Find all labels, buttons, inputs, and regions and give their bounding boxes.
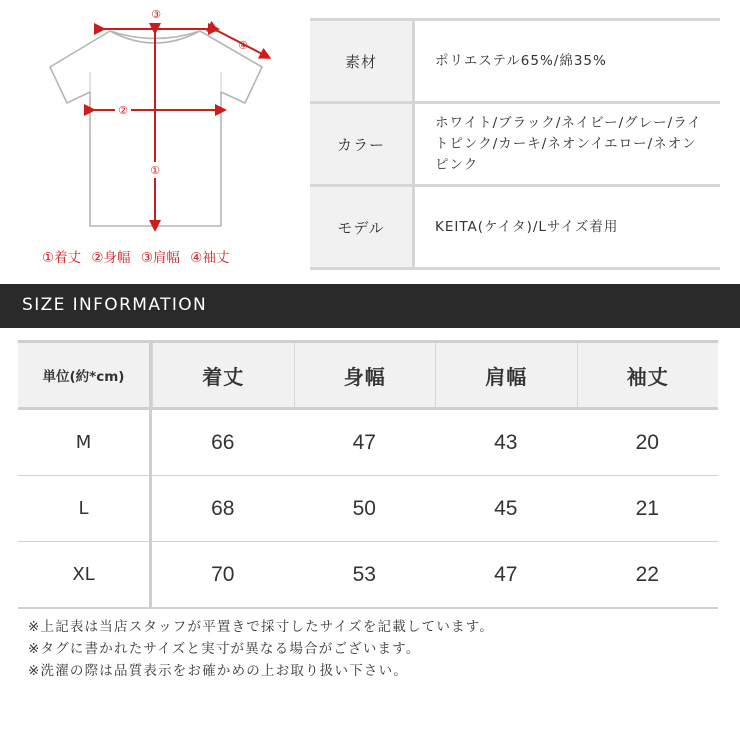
- marker-3: ③: [151, 8, 161, 21]
- info-row-material: [310, 18, 720, 104]
- column-header: 袖丈: [577, 343, 719, 407]
- size-table: [18, 340, 718, 609]
- info-value: KEITA(ケイタ)/Lサイズ着用: [435, 218, 619, 235]
- info-row-color: [310, 104, 720, 187]
- info-value: ポリエステル65%/綿35%: [435, 52, 607, 69]
- column-header: 着丈: [152, 343, 294, 407]
- marker-1: ①: [150, 164, 160, 177]
- section-banner: [0, 284, 740, 328]
- table-cell: 20: [635, 430, 659, 454]
- info-value: ホワイト/ブラック/ネイビー/グレー/ライトピンク/カーキ/ネオンイエロー/ネオンピンク: [435, 114, 702, 173]
- size-table-header: [18, 340, 718, 410]
- product-info-table: [310, 18, 720, 270]
- size-label: M: [18, 410, 152, 475]
- tshirt-diagram: [0, 0, 300, 285]
- table-row: [18, 410, 718, 476]
- table-cell: 50: [352, 496, 376, 520]
- size-notes: [28, 616, 494, 682]
- column-header: 肩幅: [435, 343, 577, 407]
- table-cell: 43: [494, 430, 518, 454]
- column-header: 身幅: [294, 343, 436, 407]
- info-key: 素材: [310, 21, 415, 101]
- info-key: カラー: [310, 104, 415, 184]
- table-cell: 22: [635, 562, 659, 586]
- tshirt-outline-icon: [0, 0, 300, 245]
- legend-shoulder-width: ③肩幅: [140, 250, 180, 266]
- legend-body-width: ②身幅: [91, 250, 131, 266]
- table-cell: 47: [352, 430, 376, 454]
- unit-label: 単位(約*cm): [18, 343, 152, 407]
- info-key: モデル: [310, 187, 415, 267]
- table-cell: 47: [494, 562, 518, 586]
- legend-length: ①着丈: [42, 250, 82, 266]
- note-line: ※洗濯の際は品質表示をお確かめの上お取り扱い下さい。: [28, 663, 409, 679]
- measurement-legend: [42, 246, 235, 266]
- marker-2: ②: [118, 104, 128, 117]
- table-cell: 66: [211, 430, 235, 454]
- note-line: ※上記表は当店スタッフが平置きで採寸したサイズを記載しています。: [28, 619, 495, 635]
- table-cell: 45: [494, 496, 518, 520]
- table-cell: 70: [211, 562, 235, 586]
- table-row: [18, 542, 718, 609]
- table-cell: 68: [211, 496, 235, 520]
- table-row: [18, 476, 718, 542]
- note-line: ※タグに書かれたサイズと実寸が異なる場合がございます。: [28, 641, 421, 657]
- legend-sleeve-length: ④袖丈: [190, 250, 230, 266]
- size-label: L: [18, 476, 152, 541]
- size-label: XL: [18, 542, 152, 607]
- section-title: SIZE INFORMATION: [22, 295, 208, 315]
- info-row-model: [310, 187, 720, 270]
- table-cell: 21: [635, 496, 659, 520]
- marker-4: ④: [238, 39, 248, 52]
- table-cell: 53: [352, 562, 376, 586]
